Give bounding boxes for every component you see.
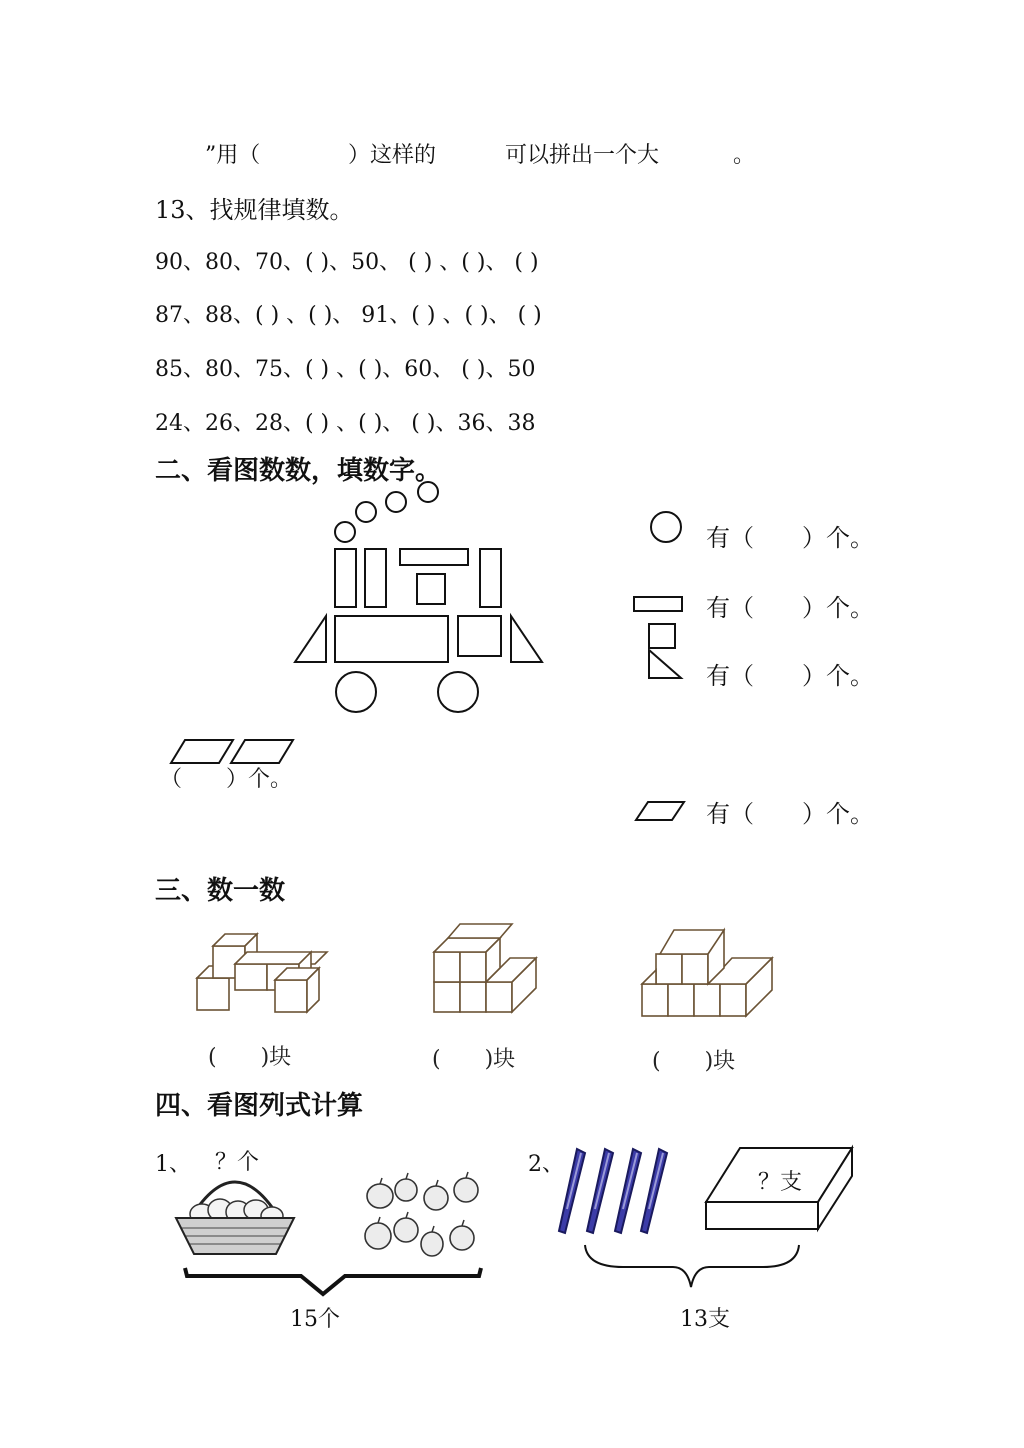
section3-title: 三、数一数 [155,876,286,906]
parallelogram-icon [632,800,686,824]
basket-icon [172,1168,298,1260]
rectangle-icon [632,595,684,615]
q13-row-4: 24、26、28、( ) 、( )、 ( )、36、38 [155,411,536,436]
problem2-number: 2、 [528,1152,564,1177]
parallelogram-answer: （ ）个。 [160,767,293,792]
count-parallelogram-label: 有（ ）个。 [706,800,874,828]
q13-title: 13、找规律填数。 [155,196,354,224]
section4-title: 四、看图列式计算 [155,1091,364,1121]
cube-figure-1 [195,918,335,1018]
smoke-circle [356,502,376,522]
intro-part-d: 。 [733,143,756,168]
cube-figure-2 [432,918,542,1018]
cab-rect [458,616,501,656]
roof-rect [400,549,468,565]
problem1-question: ？个 [215,1150,260,1175]
q13-row-1: 90、80、70、( )、50、 ( ) 、( )、 ( ) [155,250,539,275]
count-circle-label: 有（ ）个。 [706,524,874,552]
count-rectangle-label: 有（ ）个。 [706,594,874,622]
intro-part-c: 可以拼出一个大 [505,143,660,168]
problem1-total: 15个 [290,1307,340,1332]
train-figure [290,475,550,720]
q13-row-2: 87、88、( ) 、( )、 91、( ) 、( )、 ( ) [155,303,542,328]
problem1-number: 1、 [155,1152,191,1177]
problem2-question: ？支 [758,1170,803,1195]
cube-caption-1: ( )块 [208,1045,292,1070]
wheel-circle [336,672,376,712]
smoke-circle [386,492,406,512]
pens-icon [555,1145,670,1240]
chimney-rect [335,549,356,607]
cube-figure-3 [640,918,780,1020]
front-triangle [295,616,326,662]
chimney-rect [365,549,386,607]
problem2-total: 13支 [680,1307,730,1332]
body-rect [335,616,448,662]
wheel-circle [438,672,478,712]
triangle-icon [646,621,686,683]
circle-icon [648,510,684,546]
back-triangle [511,616,542,662]
q13-row-3: 85、80、75、( ) 、( )、60、 ( )、50 [155,357,536,382]
pears-icon [358,1172,484,1264]
window-rect [417,574,445,604]
intro-part-b: ）这样的 [348,143,437,168]
brace-2 [583,1243,803,1291]
pillar-rect [480,549,501,607]
cube-caption-3: ( )块 [652,1049,736,1074]
count-triangle-label: 有（ ）个。 [706,662,874,690]
section2-title: 二、看图数数，填数字。 [155,456,442,486]
intro-part-a: ”用（ [205,143,261,168]
smoke-circle [335,522,355,542]
cube-caption-2: ( )块 [432,1047,516,1072]
brace-1 [183,1264,483,1298]
smoke-circle [418,482,438,502]
